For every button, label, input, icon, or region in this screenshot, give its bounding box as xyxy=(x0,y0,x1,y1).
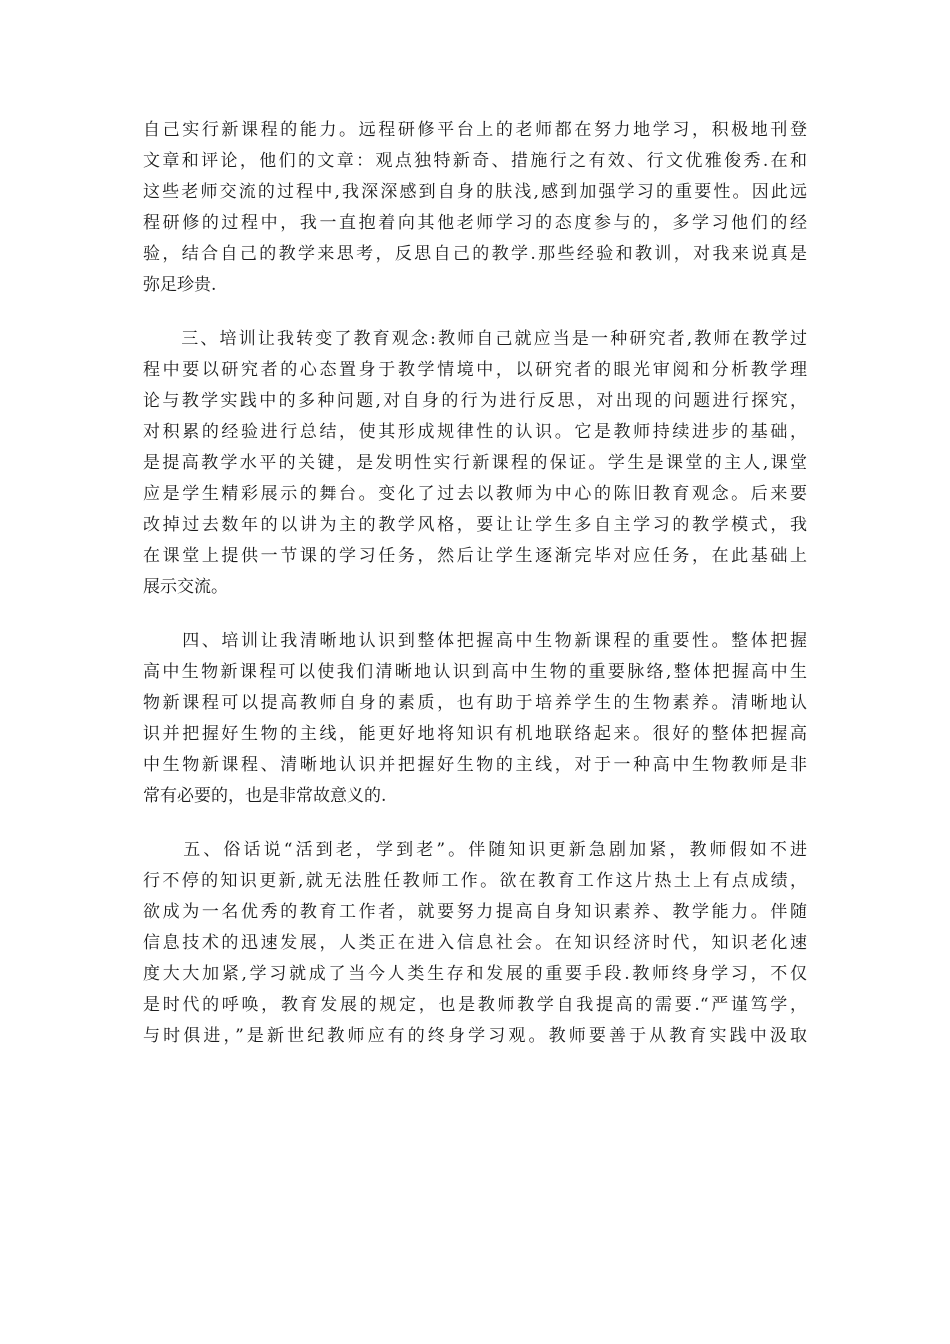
text-line: 应是学生精彩展示的舞台。变化了过去以教师为中心的陈旧教育观念。后来要 xyxy=(143,484,807,504)
text-line: 程中要以研究者的心态置身于教学情境中，以研究者的眼光审阅和分析教学理 xyxy=(143,360,807,380)
text-line: 对积累的经验进行总结，使其形成规律性的认识。它是教师持续进步的基础， xyxy=(143,422,807,442)
text-line: 行不停的知识更新,就无法胜任教师工作。欲在教育工作这片热土上有点成绩， xyxy=(143,871,807,891)
text-line: 自己实行新课程的能力。远程研修平台上的老师都在努力地学习，积极地刊登 xyxy=(143,120,807,140)
text-line: 展示交流。 xyxy=(143,577,228,597)
text-line: 度大大加紧,学习就成了当今人类生存和发展的重要手段.教师终身学习，不仅 xyxy=(143,964,807,984)
text-line: 文章和评论，他们的文章：观点独特新奇、措施行之有效、行文优雅俊秀.在和 xyxy=(143,151,807,171)
text-line: 弥足珍贵. xyxy=(143,275,217,295)
text-line: 识并把握好生物的主线，能更好地将知识有机地联络起来。很好的整体把握高 xyxy=(143,724,807,744)
text-line: 常有必要的，也是非常故意义的. xyxy=(143,786,387,806)
text-line: 验，结合自己的教学来思考，反思自己的教学.那些经验和教训，对我来说真是 xyxy=(143,244,807,264)
paragraph-3 xyxy=(143,626,807,812)
text-line: 与时俱进，”是新世纪教师应有的终身学习观。教师要善于从教育实践中汲取 xyxy=(143,1026,807,1046)
text-line: 欲成为一名优秀的教育工作者，就要努力提高自身知识素养、教学能力。伴随 xyxy=(143,902,807,922)
text-line: 程研修的过程中，我一直抱着向其他老师学习的态度参与的，多学习他们的经 xyxy=(143,213,807,233)
text-line: 四、培训让我清晰地认识到整体把握高中生物新课程的重要性。整体把握 xyxy=(143,631,807,651)
paragraph-1 xyxy=(143,115,807,301)
text-line: 论与教学实践中的多种问题,对自身的行为进行反思，对出现的问题进行探究， xyxy=(143,391,807,411)
text-line: 在课堂上提供一节课的学习任务，然后让学生逐渐完毕对应任务，在此基础上 xyxy=(143,546,807,566)
text-line: 高中生物新课程可以使我们清晰地认识到高中生物的重要脉络,整体把握高中生 xyxy=(143,662,807,682)
text-line: 中生物新课程、清晰地认识并把握好生物的主线，对于一种高中生物教师是非 xyxy=(143,755,807,775)
text-line: 信息技术的迅速发展，人类正在进入信息社会。在知识经济时代，知识老化速 xyxy=(143,933,807,953)
text-line: 物新课程可以提高教师自身的素质，也有助于培养学生的生物素养。清晰地认 xyxy=(143,693,807,713)
text-line: 是时代的呼唤，教育发展的规定，也是教师教学自我提高的需要.“严谨笃学， xyxy=(143,995,807,1015)
text-line: 改掉过去数年的以讲为主的教学风格，要让让学生多自主学习的教学模式，我 xyxy=(143,515,807,535)
document-body xyxy=(143,115,807,1075)
text-line: 五、俗话说“活到老，学到老”。伴随知识更新急剧加紧，教师假如不进 xyxy=(143,840,807,860)
paragraph-4 xyxy=(143,835,807,1052)
paragraph-2 xyxy=(143,324,807,603)
text-line: 是提高教学水平的关键，是发明性实行新课程的保证。学生是课堂的主人,课堂 xyxy=(143,453,807,473)
text-line: 这些老师交流的过程中,我深深感到自身的肤浅,感到加强学习的重要性。因此远 xyxy=(143,182,807,202)
text-line: 三、培训让我转变了教育观念:教师自己就应当是一种研究者,教师在教学过 xyxy=(143,329,807,349)
